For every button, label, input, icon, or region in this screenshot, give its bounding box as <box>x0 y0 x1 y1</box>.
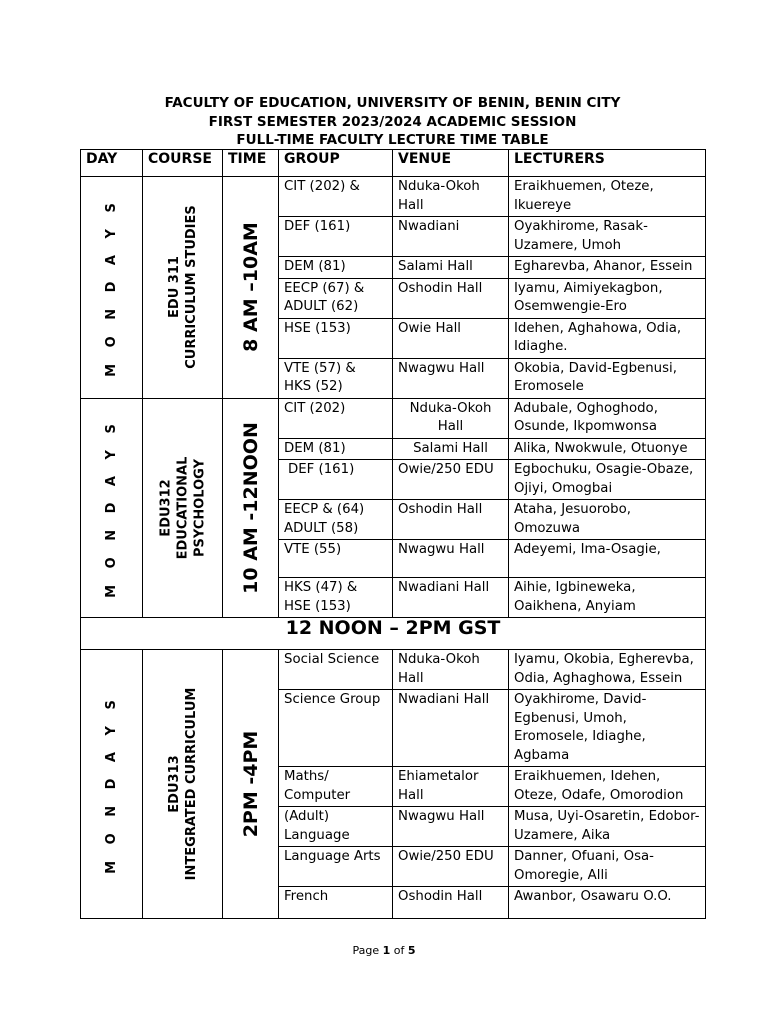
venue-cell: Nwagwu Hall <box>393 540 509 578</box>
course-title: CURRICULUM STUDIES <box>183 205 199 370</box>
lecturers-cell: Eraikhuemen, Idehen, Oteze, Odafe, Omorodion <box>509 767 706 807</box>
lecturers-cell: Idehen, Aghahowa, Odia, Idiaghe. <box>509 318 706 358</box>
course-code: EDU313 <box>166 755 182 813</box>
day-cell <box>81 398 143 618</box>
time-label: 2PM -4PM <box>239 730 262 838</box>
venue-cell: Owie Hall <box>393 318 509 358</box>
day-label: M O N D A Y S <box>103 417 119 598</box>
document-header <box>80 94 705 150</box>
group-cell: DEM (81) <box>279 438 393 460</box>
lecturers-cell: Oyakhirome, Rasak-Uzamere, Umoh <box>509 217 706 257</box>
course-title: INTEGRATED CURRICULUM <box>183 687 199 881</box>
venue-cell: Salami Hall <box>393 438 509 460</box>
time-cell <box>223 177 279 399</box>
venue-cell: Oshodin Hall <box>393 500 509 540</box>
venue-cell: Owie/250 EDU <box>393 847 509 887</box>
day-cell <box>81 650 143 919</box>
break-label: 12 NOON – 2PM GST <box>81 618 706 650</box>
group-cell: HKS (47) & HSE (153) <box>279 578 393 618</box>
lecturers-cell: Eraikhuemen, Oteze, Ikuereye <box>509 177 706 217</box>
group-cell: Social Science <box>279 650 393 690</box>
col-header-day: DAY <box>81 150 143 177</box>
group-cell: Language Arts <box>279 847 393 887</box>
page-number <box>0 944 768 957</box>
page-total: 5 <box>407 944 416 957</box>
course-cell <box>143 650 223 919</box>
venue-cell: Oshodin Hall <box>393 278 509 318</box>
group-cell: EECP & (64) ADULT (58) <box>279 500 393 540</box>
page-current: 1 <box>382 944 391 957</box>
course-cell <box>143 177 223 399</box>
lecturers-cell: Alika, Nwokwule, Otuonye <box>509 438 706 460</box>
group-cell: EECP (67) & ADULT (62) <box>279 278 393 318</box>
lecturers-cell: Okobia, David-Egbenusi, Eromosele <box>509 358 706 398</box>
lecturers-cell: Iyamu, Aimiyekagbon, Osemwengie-Ero <box>509 278 706 318</box>
lecturers-cell: Musa, Uyi-Osaretin, Edobor-Uzamere, Aika <box>509 807 706 847</box>
venue-cell: Nduka-Okoh Hall <box>393 650 509 690</box>
time-cell <box>223 650 279 919</box>
header-title: FULL-TIME FACULTY LECTURE TIME TABLE <box>236 132 549 148</box>
day-label: M O N D A Y S <box>103 694 119 874</box>
venue-cell: Nwadiani <box>393 217 509 257</box>
group-cell: DEF (161) <box>279 217 393 257</box>
venue-cell: Nduka-Okoh Hall <box>393 398 509 438</box>
col-header-time: TIME <box>223 150 279 177</box>
table-row <box>81 177 706 217</box>
header-university: FACULTY OF EDUCATION, UNIVERSITY OF BENIN, BENIN CITY <box>164 95 621 111</box>
venue-cell: Nduka-Okoh Hall <box>393 177 509 217</box>
col-header-venue: VENUE <box>393 150 509 177</box>
venue-cell: Salami Hall <box>393 257 509 279</box>
venue-cell: Owie/250 EDU <box>393 460 509 500</box>
lecturers-cell: Aihie, Igbineweka, Oaikhena, Anyiam <box>509 578 706 618</box>
lecturers-cell: Ataha, Jesuorobo, Omozuwa <box>509 500 706 540</box>
lecturers-cell: Adubale, Oghoghodo, Osunde, Ikpomwonsa <box>509 398 706 438</box>
lecturers-cell: Oyakhirome, David-Egbenusi, Umoh, Eromosele, Idiaghe, Agbama <box>509 690 706 767</box>
lecturers-cell: Iyamu, Okobia, Egherevba, Odia, Aghaghowa, Essein <box>509 650 706 690</box>
col-header-group: GROUP <box>279 150 393 177</box>
venue-cell: Nwagwu Hall <box>393 807 509 847</box>
time-label: 8 AM –10AM <box>239 222 262 353</box>
group-cell: VTE (57) & HKS (52) <box>279 358 393 398</box>
group-cell: Science Group <box>279 690 393 767</box>
venue-cell: Oshodin Hall <box>393 887 509 919</box>
col-header-lecturers: LECTURERS <box>509 150 706 177</box>
page-prefix: Page <box>352 944 380 957</box>
course-code: EDU312 <box>158 479 173 537</box>
course-code: EDU 311 <box>166 256 182 319</box>
venue-cell: Nwadiani Hall <box>393 690 509 767</box>
timetable <box>80 149 706 919</box>
table-row <box>81 650 706 690</box>
venue-cell: Nwadiani Hall <box>393 578 509 618</box>
group-cell: French <box>279 887 393 919</box>
course-title-cont: PSYCHOLOGY <box>192 458 207 557</box>
group-cell: Maths/ Computer <box>279 767 393 807</box>
lecturers-cell: Adeyemi, Ima-Osagie, <box>509 540 706 578</box>
group-cell: (Adult) Language <box>279 807 393 847</box>
time-cell <box>223 398 279 618</box>
time-label: 10 AM -12NOON <box>239 421 262 594</box>
course-title: EDUCATIONAL <box>175 456 190 560</box>
group-cell: DEM (81) <box>279 257 393 279</box>
col-header-course: COURSE <box>143 150 223 177</box>
lecturers-cell: Egbochuku, Osagie-Obaze, Ojiyi, Omogbai <box>509 460 706 500</box>
venue-cell: Ehiametalor Hall <box>393 767 509 807</box>
venue-cell: Nwagwu Hall <box>393 358 509 398</box>
header-session: FIRST SEMESTER 2023/2024 ACADEMIC SESSION <box>208 113 577 130</box>
page-of: of <box>393 944 405 957</box>
day-label: M O N D A Y S <box>103 197 119 378</box>
group-cell: HSE (153) <box>279 318 393 358</box>
group-cell: CIT (202) & <box>279 177 393 217</box>
lecturers-cell: Danner, Ofuani, Osa-Omoregie, Alli <box>509 847 706 887</box>
group-cell: DEF (161) <box>279 460 393 500</box>
break-row <box>81 618 706 650</box>
lecturers-cell: Awanbor, Osawaru O.O. <box>509 887 706 919</box>
table-row <box>81 398 706 438</box>
table-header-row <box>81 150 706 177</box>
group-cell: CIT (202) <box>279 398 393 438</box>
group-cell: VTE (55) <box>279 540 393 578</box>
day-cell <box>81 177 143 399</box>
course-cell <box>143 398 223 618</box>
lecturers-cell: Egharevba, Ahanor, Essein <box>509 257 706 279</box>
